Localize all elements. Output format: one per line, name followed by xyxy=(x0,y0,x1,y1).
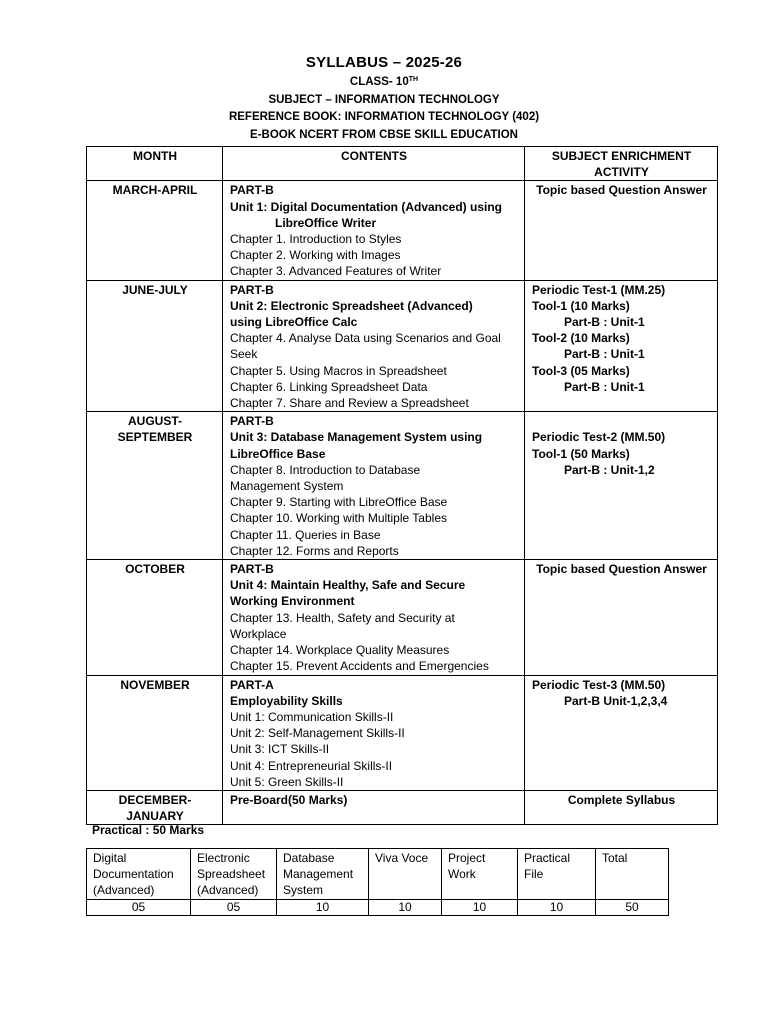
activity-item: Part-B Unit-1,2,3,4 xyxy=(564,693,668,708)
marks-header-cell: Database Management System xyxy=(277,849,369,900)
chapter-item: Chapter 3. Advanced Features of Writer xyxy=(230,264,442,279)
contents-cell xyxy=(223,412,525,560)
unit-title: Unit 4: Maintain Healthy, Safe and Secure xyxy=(230,578,466,593)
chapter-item: Chapter 8. Introduction to Database Management System xyxy=(230,462,421,494)
marks-header-cell: Total xyxy=(596,849,669,900)
activity-item: Tool-3 (05 Marks) xyxy=(532,363,630,378)
table-row xyxy=(87,560,718,675)
table-row xyxy=(87,675,718,790)
table-row xyxy=(87,181,718,280)
month-cell xyxy=(87,790,223,824)
syllabus-table xyxy=(86,146,718,825)
activity-item: Complete Syllabus xyxy=(567,792,676,807)
marks-value-row xyxy=(87,899,669,915)
month-cell: MARCH-APRIL xyxy=(87,181,223,280)
table-header-row xyxy=(87,147,718,181)
marks-value-cell: 05 xyxy=(191,899,277,915)
chapter-item: Unit 3: ICT Skills-II xyxy=(230,742,330,757)
header-month: MONTH xyxy=(87,147,223,181)
activity-cell xyxy=(525,412,718,560)
activity-item: Periodic Test-1 (MM.25) xyxy=(532,282,666,297)
activity-item: Topic based Question Answer xyxy=(536,562,707,577)
reference-book-line: REFERENCE BOOK: INFORMATION TECHNOLOGY (402) xyxy=(228,111,540,123)
chapter-item: Chapter 10. Working with Multiple Tables xyxy=(230,511,447,526)
marks-value-cell: 50 xyxy=(596,899,669,915)
chapter-item: Chapter 5. Using Macros in Spreadsheet xyxy=(230,363,447,378)
part-label: PART-B xyxy=(230,562,274,577)
table-row xyxy=(87,412,718,560)
chapter-item: Chapter 2. Working with Images xyxy=(230,248,401,263)
activity-item: Part-B : Unit-1 xyxy=(564,347,645,362)
table-row xyxy=(87,790,718,824)
marks-value-cell: 10 xyxy=(518,899,596,915)
unit-title-cont: LibreOffice Writer xyxy=(275,215,377,230)
activity-item: Part-B : Unit-1,2 xyxy=(564,462,655,477)
practical-marks-label: Practical : 50 Marks xyxy=(92,823,205,837)
class-superscript: TH xyxy=(408,76,419,83)
contents-cell xyxy=(223,181,525,280)
part-label: PART-A xyxy=(230,677,274,692)
chapter-item: Chapter 9. Starting with LibreOffice Base xyxy=(230,495,448,510)
header-contents: CONTENTS xyxy=(223,147,525,181)
unit-title: Unit 2: Electronic Spreadsheet (Advanced) xyxy=(230,298,473,313)
part-label: Pre-Board(50 Marks) xyxy=(230,792,348,807)
part-label: PART-B xyxy=(230,282,274,297)
activity-item: Part-B : Unit-1 xyxy=(564,315,645,330)
activity-item: Topic based Question Answer xyxy=(536,183,707,198)
practical-marks-table xyxy=(86,848,669,916)
activity-item: Periodic Test-2 (MM.50) xyxy=(532,430,666,445)
activity-cell xyxy=(525,675,718,790)
activity-item: Tool-1 (50 Marks) xyxy=(532,446,630,461)
chapter-item: Chapter 13. Health, Safety and Security at Workplace xyxy=(230,610,455,641)
activity-item: Tool-1 (10 Marks) xyxy=(532,298,630,313)
marks-value-cell: 10 xyxy=(369,899,442,915)
unit-title: Unit 1: Digital Documentation (Advanced) using xyxy=(230,199,503,214)
chapter-item: Chapter 7. Share and Review a Spreadsheet xyxy=(230,396,469,411)
activity-item: Part-B : Unit-1 xyxy=(564,379,645,394)
class-line xyxy=(0,74,768,92)
marks-header-cell: Electronic Spreadsheet (Advanced) xyxy=(191,849,277,900)
part-label: PART-B xyxy=(230,183,274,198)
table-row xyxy=(87,280,718,412)
marks-header-cell: Project Work xyxy=(442,849,518,900)
part-label: PART-B xyxy=(230,414,274,429)
chapter-item: Chapter 12. Forms and Reports xyxy=(230,543,399,558)
chapter-item: Chapter 14. Workplace Quality Measures xyxy=(230,643,450,658)
document-header xyxy=(0,52,768,144)
unit-title-cont: Working Environment xyxy=(230,594,355,609)
chapter-item: Unit 2: Self-Management Skills-II xyxy=(230,726,405,741)
chapter-item: Chapter 6. Linking Spreadsheet Data xyxy=(230,379,428,394)
chapter-item: Chapter 4. Analyse Data using Scenarios and Goal Seek xyxy=(230,331,501,362)
month-line: DECEMBER- xyxy=(118,792,192,807)
month-cell: NOVEMBER xyxy=(87,675,223,790)
month-line: AUGUST- xyxy=(128,414,182,429)
chapter-item: Unit 4: Entrepreneurial Skills-II xyxy=(230,758,393,773)
activity-item: Tool-2 (10 Marks) xyxy=(532,331,630,346)
unit-title: Employability Skills xyxy=(230,693,343,708)
marks-header-cell: Practical File xyxy=(518,849,596,900)
chapter-item: Chapter 15. Prevent Accidents and Emergencies xyxy=(230,659,489,674)
header-activity: SUBJECT ENRICHMENT ACTIVITY xyxy=(525,147,718,181)
chapter-item: Unit 1: Communication Skills-II xyxy=(230,709,394,724)
chapter-item: Unit 5: Green Skills-II xyxy=(230,774,344,789)
month-cell: JUNE-JULY xyxy=(87,280,223,412)
unit-title-cont: LibreOffice Base xyxy=(230,446,326,461)
marks-value-cell: 05 xyxy=(87,899,191,915)
contents-cell xyxy=(223,790,525,824)
class-label: CLASS- 10 xyxy=(349,76,409,88)
activity-cell xyxy=(525,181,718,280)
page-title: SYLLABUS – 2025-26 xyxy=(305,54,463,71)
ebook-line: E-BOOK NCERT FROM CBSE SKILL EDUCATION xyxy=(250,128,518,141)
contents-cell xyxy=(223,675,525,790)
subject-line: SUBJECT – INFORMATION TECHNOLOGY xyxy=(268,93,500,106)
contents-cell xyxy=(223,560,525,675)
month-line: SEPTEMBER xyxy=(117,430,193,445)
month-cell xyxy=(87,412,223,560)
activity-cell xyxy=(525,790,718,824)
unit-title-cont: using LibreOffice Calc xyxy=(230,315,358,330)
activity-cell xyxy=(525,280,718,412)
contents-cell xyxy=(223,280,525,412)
marks-value-cell: 10 xyxy=(277,899,369,915)
marks-header-cell: Viva Voce xyxy=(369,849,442,900)
month-cell: OCTOBER xyxy=(87,560,223,675)
marks-header-row xyxy=(87,849,669,900)
month-line: JANUARY xyxy=(126,809,184,824)
unit-title: Unit 3: Database Management System using xyxy=(230,430,483,445)
marks-value-cell: 10 xyxy=(442,899,518,915)
chapter-item: Chapter 11. Queries in Base xyxy=(230,527,381,542)
activity-item: Periodic Test-3 (MM.50) xyxy=(532,677,666,692)
chapter-item: Chapter 1. Introduction to Styles xyxy=(230,232,402,247)
activity-cell xyxy=(525,560,718,675)
marks-header-cell: Digital Documentation (Advanced) xyxy=(87,849,191,900)
